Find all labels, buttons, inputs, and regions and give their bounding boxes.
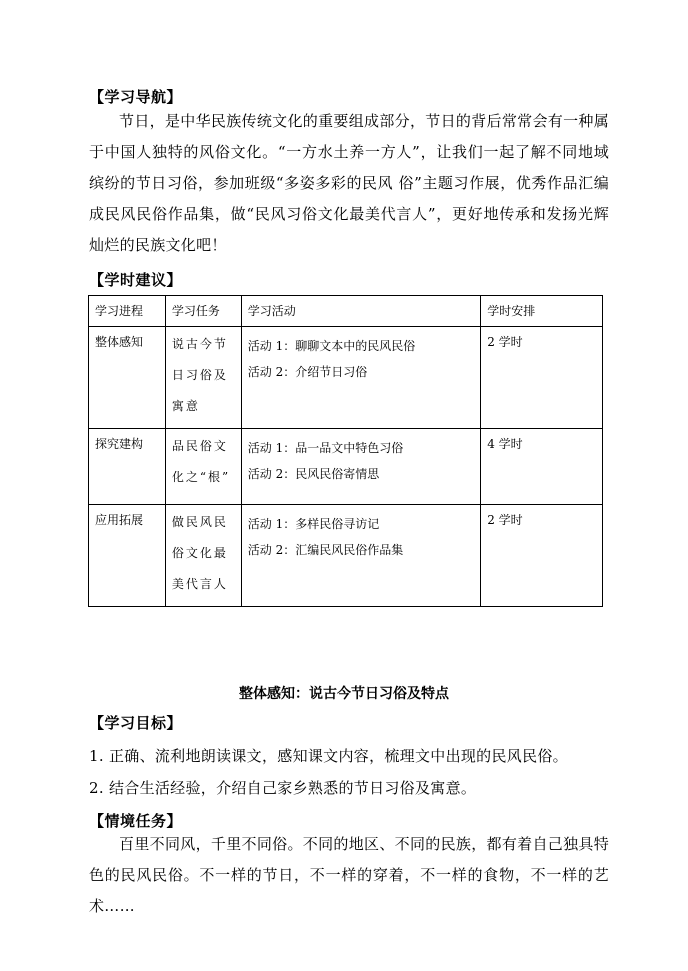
goal-item: 2. 结合生活经验，介绍自己家乡熟悉的节日习俗及寓意。 <box>89 779 477 797</box>
activity-cell <box>241 327 480 429</box>
header-activity: 学习活动 <box>241 296 480 327</box>
hours-cell: 2 学时 <box>481 327 603 429</box>
activity-item: 活动 1：聊聊文本中的民风民俗 <box>247 339 416 353</box>
nav-paragraph: 节日，是中华民族传统文化的重要组成部分，节日的背后常常会有一种属于中国人独特的风俗文化。“一方水土养一方人”，让我们一起了解不同地域缤纷的节日习俗，参加班级“多姿多彩的民风 俗”主题习作展，优秀作品汇编成民风民俗作品集，做“民风习俗文化最美代言人”，更好地传承和发扬光辉灿烂的民族文化吧！ <box>89 112 609 254</box>
activity-cell <box>241 429 480 505</box>
hours-cell: 2 学时 <box>481 505 603 607</box>
hours-cell: 4 学时 <box>481 429 603 505</box>
stage-cell: 应用拓展 <box>89 505 166 607</box>
activity-item: 活动 2：介绍节日习俗 <box>247 365 368 379</box>
activity-cell <box>241 505 480 607</box>
table-row <box>89 327 603 429</box>
goal-item: 1. 正确、流利地朗读课文，感知课文内容，梳理文中出现的民风民俗。 <box>89 747 568 765</box>
activity-item: 活动 1：多样民俗寻访记 <box>247 517 380 531</box>
table-row <box>89 505 603 607</box>
task-paragraph: 百里不同风，千里不同俗。不同的地区、不同的民族，都有着自己独具特色的民风民俗。不一样的节日，不一样的穿着，不一样的食物，不一样的艺术…… <box>89 835 609 915</box>
section-title: 整体感知：说古今节日习俗及特点 <box>239 686 449 702</box>
schedule-table <box>88 295 603 607</box>
task-heading: 【情境任务】 <box>89 812 183 830</box>
header-task: 学习任务 <box>165 296 241 327</box>
stage-cell: 探究建构 <box>89 429 166 505</box>
table-row <box>89 429 603 505</box>
activity-item: 活动 1：品一品文中特色习俗 <box>247 441 404 455</box>
task-cell: 品民俗文化之“根” <box>165 429 241 505</box>
task-cell: 做民风民俗文化最美代言人 <box>165 505 241 607</box>
task-cell: 说古今节日习俗及寓意 <box>165 327 241 429</box>
activity-item: 活动 2：汇编民风民俗作品集 <box>247 543 404 557</box>
activity-item: 活动 2：民风民俗寄情思 <box>247 467 380 481</box>
goals-heading: 【学习目标】 <box>89 714 183 732</box>
table-header-row <box>89 296 603 327</box>
header-hours: 学时安排 <box>481 296 603 327</box>
schedule-heading: 【学时建议】 <box>89 271 183 289</box>
header-stage: 学习进程 <box>89 296 166 327</box>
stage-cell: 整体感知 <box>89 327 166 429</box>
nav-heading: 【学习导航】 <box>89 88 183 106</box>
